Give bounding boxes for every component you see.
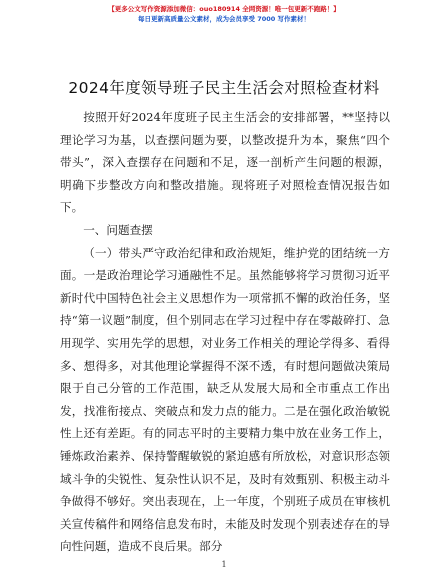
document-title: 2024年度领导班子民主生活会对照检查材料 bbox=[68, 79, 380, 97]
promo-banner bbox=[0, 4, 448, 24]
body-paragraph: （一）带头严守政治纪律和政治规矩，维护党的团结统一方面。一是政治理论学习通融性不足。虽然能够将学习贯彻习近平新时代中国特色社会主义思想作为一项常抓不懈的政治任务，坚持“第一议题”制度，但个别同志在学习过程中存在零敲碎打、急用现学、实用先学的思想，对业务工作相关的理论学得多、看得多、想得多，对其他理论掌握得不深不透，有时想问题做决策局限于自己分管的工作范围，缺乏从发展大局和全市重点工作出发，找准衔接点、突破点和发力点的能力。二是在强化政治敏锐性上还有差距。有的同志平时的主要精力集中放在业务工作上，锤炼政治素养、保持警醒敏锐的紧迫感有所放松，对意识形态领域斗争的尖锐性、复杂性认识不足，及时有效甄别、积极主动斗争做得不够好。突出表现在，上一年度，个别班子成员在审核机关宣传稿件和网络信息发布时，未能及时发现个别表述存在的导向性问题，造成不良后果。部分 bbox=[60, 245, 390, 554]
promo-banner-line-2: 每日更新高质量公文素材，成为会员享受 7000 写作素材！ bbox=[137, 15, 311, 23]
document-body bbox=[60, 106, 390, 558]
promo-banner-line-1: 【更多公文写作资源添加微信：ouo180914 全网资源！唯一包更新不跑路！】 bbox=[108, 5, 340, 13]
section-heading: 一、问题查摆 bbox=[83, 222, 153, 237]
page-number: 1 bbox=[221, 560, 227, 569]
intro-paragraph: 按照开好2024年度班子民主生活会的安排部署，**坚持以理论学习为基，以查摆问题为要，以整改提升为本，聚焦“四个带头”，深入查摆存在问题和不足，逐一剖析产生问题的根源，明确下步整改方向和整改措施。现将班子对照检查情况报告如下。 bbox=[60, 110, 390, 215]
